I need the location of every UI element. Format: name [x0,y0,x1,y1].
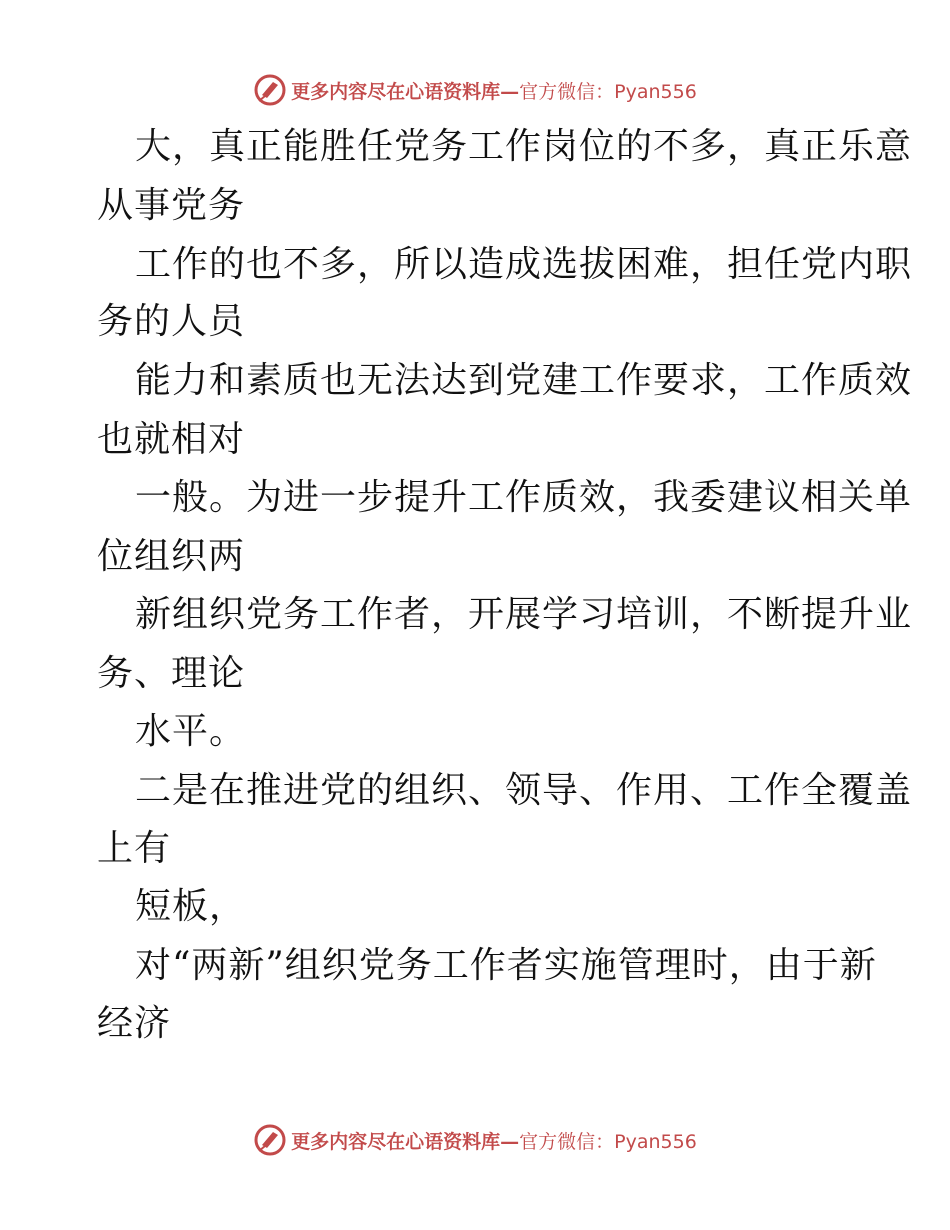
watermark-main-text: 更多内容尽在心语资料库— [291,1130,520,1153]
paragraph-line: 二是在推进党的组织、领导、作用、工作全覆盖 [135,770,913,811]
logo-icon [253,1123,287,1157]
paragraph-line: 务的人员 [97,301,246,342]
paragraph-line: 一般。为进一步提升工作质效，我委建议相关单 [135,477,913,518]
paragraph-line: 经济 [97,1003,172,1044]
watermark-wechat-text: 官方微信：Pyan556 [519,1130,697,1153]
footer-watermark [0,1120,950,1160]
watermark-wechat-text: 官方微信：Pyan556 [519,80,697,103]
paragraph-line: 务、理论 [97,653,246,694]
paragraph-line: 水平。 [135,711,247,752]
paragraph-line: 位组织两 [97,536,246,577]
paragraph-line: 从事党务 [97,185,246,226]
watermark-main-text: 更多内容尽在心语资料库— [291,80,520,103]
paragraph-line: 短板， [135,886,247,927]
paragraph-line: 新组织党务工作者，开展学习培训，不断提升业 [135,594,913,635]
paragraph-line: 大，真正能胜任党务工作岗位的不多，真正乐意 [135,126,913,167]
paragraph-line: 也就相对 [97,419,246,460]
paragraph-line: 对“两新”组织党务工作者实施管理时，由于新 [135,945,877,986]
paragraph-line: 工作的也不多，所以造成选拔困难，担任党内职 [135,244,913,285]
paragraph-line: 能力和素质也无法达到党建工作要求，工作质效 [135,360,913,401]
paragraph-line: 上有 [97,828,172,869]
